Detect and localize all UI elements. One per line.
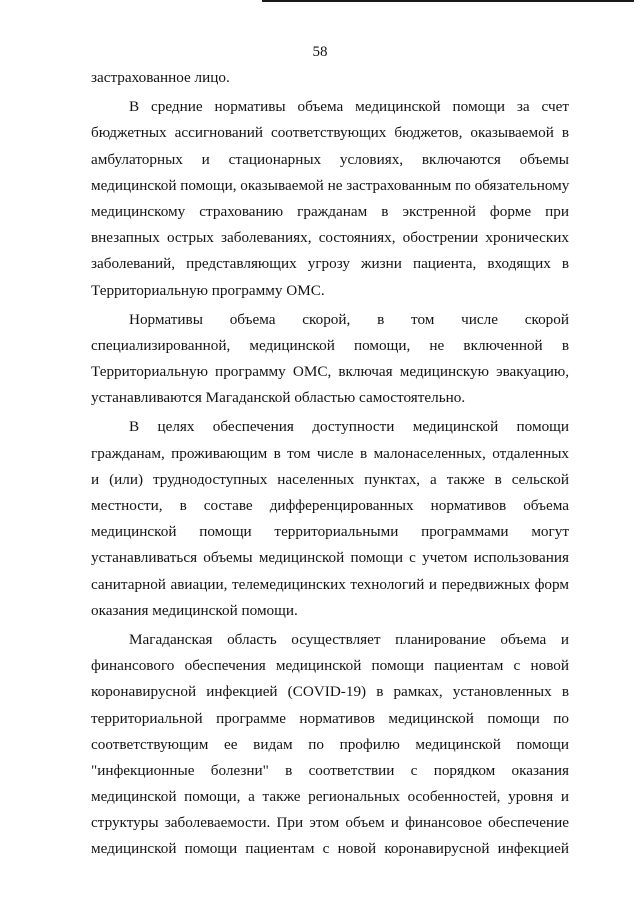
paragraph xyxy=(91,94,569,304)
document-body xyxy=(91,65,569,866)
text-line: В целях обеспечения доступности медицинской помощи xyxy=(129,418,569,436)
text-line: местности, в составе дифференцированных нормативов объема xyxy=(91,497,569,514)
paragraph xyxy=(91,65,569,91)
paragraph xyxy=(91,307,569,412)
text-line: медицинской помощи, оказываемой не застрахованным по обязательному xyxy=(91,176,570,194)
text-line: финансового обеспечения медицинской помощи пациентам с новой xyxy=(91,657,569,675)
text-line: амбулаторных и стационарных условиях, включаются объемы xyxy=(91,150,569,168)
text-line: структуры заболеваемости. При этом объем и финансовое обеспечение xyxy=(91,814,569,832)
paragraph xyxy=(91,414,569,624)
page-number: 58 xyxy=(312,44,328,60)
text-line: медицинской помощи пациентам с новой коронавирусной инфекцией xyxy=(91,840,569,858)
text-line: "инфекционные болезни" в соответствии с порядком оказания xyxy=(91,761,569,779)
text-line: территориальной программе нормативов медицинской помощи по xyxy=(91,709,569,727)
text-line: устанавливаются Магаданской областью самостоятельно. xyxy=(91,389,466,407)
text-line: соответствующим ее видам по профилю медицинской помощи xyxy=(91,735,569,753)
text-line: медицинской помощи, а также региональных особенностей, уровня и xyxy=(91,788,569,806)
text-line: и (или) труднодоступных населенных пунктах, а также в сельской xyxy=(91,470,569,488)
text-line: застрахованное лицо. xyxy=(91,69,230,86)
text-line: бюджетных ассигнований соответствующих бюджетов, оказываемой в xyxy=(91,124,569,142)
text-line: медицинскому страхованию гражданам в экстренной форме при xyxy=(91,202,569,220)
text-line: заболеваний, представляющих угрозу жизни пациента, входящих в xyxy=(91,255,569,273)
text-line: гражданам, проживающим в том числе в малонаселенных, отдаленных xyxy=(91,444,569,462)
text-line: медицинской помощи территориальными программами могут xyxy=(91,523,569,541)
page-top-border xyxy=(262,0,634,2)
text-line: внезапных острых заболеваниях, состояниях, обострении хронических xyxy=(91,229,569,247)
text-line: санитарной авиации, телемедицинских технологий и передвижных форм xyxy=(91,575,569,593)
text-line: Территориальную программу ОМС, включая медицинскую эвакуацию, xyxy=(91,363,569,381)
text-line: В средние нормативы объема медицинской помощи за счет xyxy=(129,98,569,116)
text-line: устанавливаться объемы медицинской помощи с учетом использования xyxy=(91,549,569,567)
text-line: Территориальную программу ОМС. xyxy=(91,281,325,299)
text-line: Нормативы объема скорой, в том числе скорой xyxy=(129,310,569,328)
text-line: специализированной, медицинской помощи, не включенной в xyxy=(91,336,569,354)
text-line: Магаданская область осуществляет планирование объема и xyxy=(129,630,569,648)
text-line: коронавирусной инфекцией (COVID-19) в рамках, установленных в xyxy=(91,683,569,701)
text-line: оказания медицинской помощи. xyxy=(91,601,298,619)
paragraph xyxy=(91,627,569,863)
